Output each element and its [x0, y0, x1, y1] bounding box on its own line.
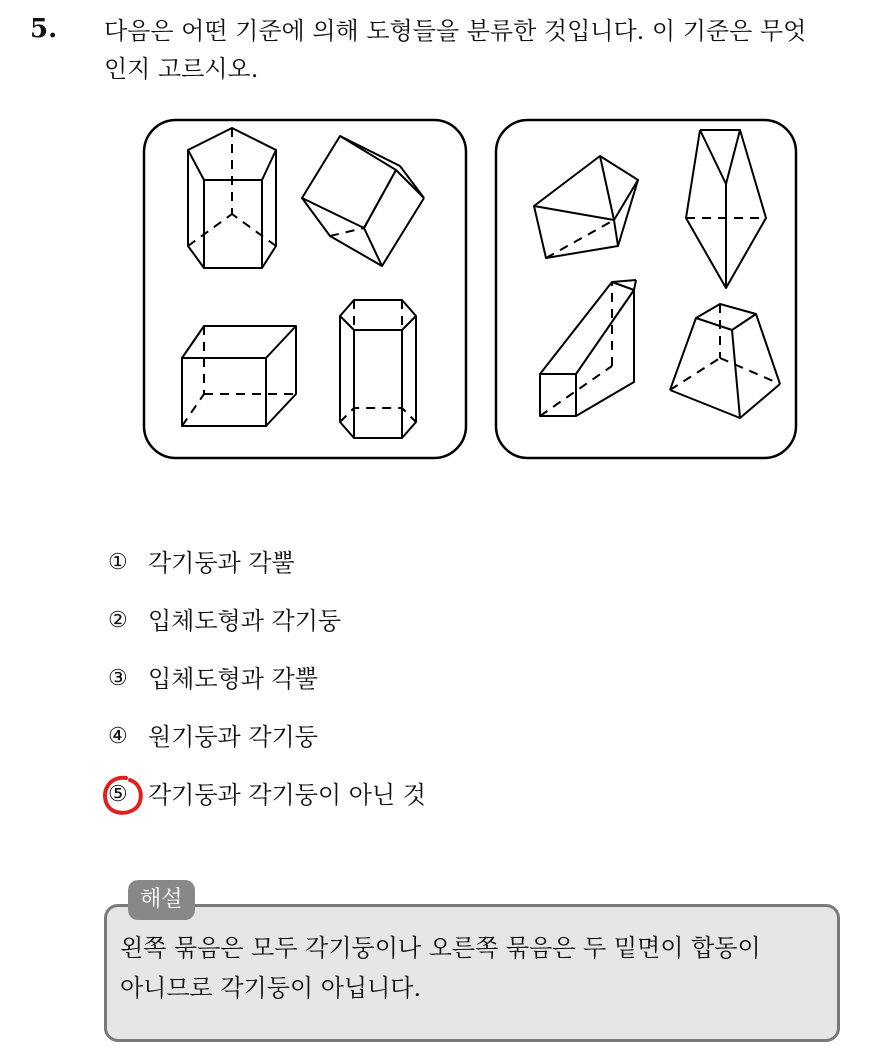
square-frustum-shape	[670, 304, 780, 418]
left-group-box	[144, 120, 466, 458]
shape-figure	[140, 118, 800, 462]
triangular-pyramid-shape	[686, 130, 766, 288]
option-label: 원기둥과 각기둥	[148, 723, 318, 751]
hexagonal-prism-shape	[340, 300, 416, 438]
question-text-line-2: 인지 고르시오.	[104, 55, 259, 83]
option-number: ③	[108, 666, 128, 691]
option-label: 각기둥과 각기둥이 아닌 것	[148, 781, 426, 809]
pentagonal-pyramid-shape	[534, 156, 638, 258]
option-number: ⑤	[108, 782, 128, 807]
cuboid-shape	[182, 326, 296, 426]
option-number: ①	[108, 550, 128, 575]
explanation-line-1: 왼쪽 묶음은 모두 각기둥이나 오른쪽 묶음은 두 밑면이 합동이	[120, 934, 761, 962]
explanation-text	[120, 928, 830, 1008]
option-number: ②	[108, 608, 128, 633]
question-text-line-1: 다음은 어떤 기준에 의해 도형들을 분류한 것입니다. 이 기준은 무엇	[104, 17, 807, 45]
option-5[interactable]	[108, 766, 426, 824]
option-number: ④	[108, 724, 128, 749]
option-4[interactable]	[108, 708, 426, 766]
answer-options	[108, 534, 426, 824]
question-number: 5.	[30, 14, 58, 44]
answer-circle-icon	[100, 772, 146, 818]
triangular-prism-shape	[302, 136, 424, 266]
option-label: 입체도형과 각뿔	[148, 665, 318, 693]
option-3[interactable]	[108, 650, 426, 708]
question-text	[104, 12, 864, 88]
explanation-tag: 해설	[128, 880, 195, 920]
option-label: 입체도형과 각기둥	[148, 607, 342, 635]
option-1[interactable]	[108, 534, 426, 592]
explanation-line-2: 아니므로 각기둥이 아닙니다.	[120, 974, 422, 1002]
option-2[interactable]	[108, 592, 426, 650]
pentagonal-prism-shape	[188, 128, 276, 268]
wedge-prism-shape	[540, 280, 636, 416]
option-label: 각기둥과 각뿔	[148, 549, 295, 577]
